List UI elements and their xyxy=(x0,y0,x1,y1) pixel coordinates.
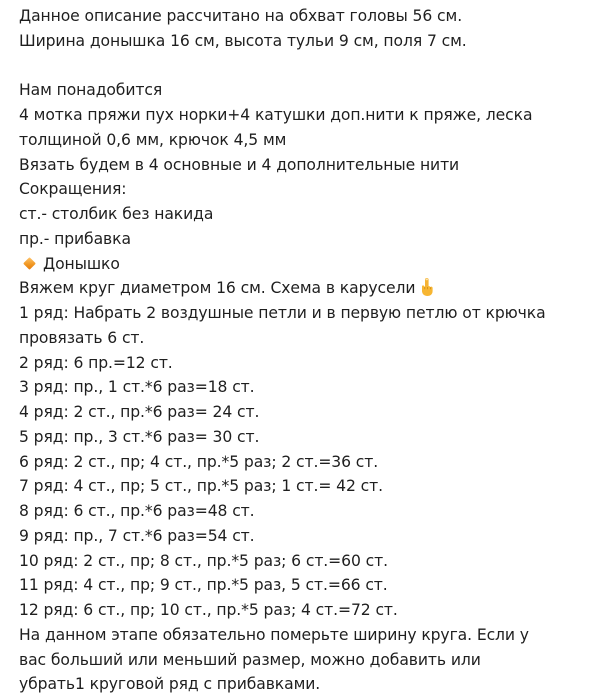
document-text xyxy=(19,4,589,697)
row-line: 6 ряд: 2 ст., пр; 4 ст., пр.*5 раз; 2 ст.=36 ст. xyxy=(19,452,379,471)
row-line: 5 ряд: пр., 3 ст.*6 раз= 30 ст. xyxy=(19,427,260,446)
row-line: 7 ряд: 4 ст., пр; 5 ст., пр.*5 раз; 1 ст.= 42 ст. xyxy=(19,477,383,496)
intro-line-2: Ширина донышка 16 см, высота тульи 9 см, поля 7 см. xyxy=(19,31,467,50)
abbreviation-item-1: ст.- столбик без накида xyxy=(19,205,214,223)
row-line: 2 ряд: 6 пр.=12 ст. xyxy=(19,353,173,372)
section-title: Донышко xyxy=(43,254,120,273)
section-intro-text: Вяжем круг диаметром 16 см. Схема в карусели xyxy=(19,279,416,298)
row-line: 12 ряд: 6 ст., пр; 10 ст., пр.*5 раз; 4 ст.=72 ст. xyxy=(19,601,398,619)
row-line: 1 ряд: Набрать 2 воздушные петли и в первую петлю от крючка xyxy=(19,304,546,322)
row-line: 10 ряд: 2 ст., пр; 8 ст., пр.*5 раз; 6 ст.=60 ст. xyxy=(19,551,388,570)
closing-line-3: убрать1 круговой ряд с прибавками. xyxy=(19,675,321,694)
row-line: 11 ряд: 4 ст., пр; 9 ст., пр.*5 раз, 5 ст.=66 ст. xyxy=(19,576,388,595)
closing-line-1: На данном этапе обязательно померьте ширину круга. Если у xyxy=(19,625,529,644)
materials-line-1: 4 мотка пряжи пух норки+4 катушки доп.нити к пряже, леска xyxy=(19,106,533,124)
materials-line-3: Вязать будем в 4 основные и 4 дополнительные нити xyxy=(19,155,460,174)
row-line: 8 ряд: 6 ст., пр.*6 раз=48 ст. xyxy=(19,502,255,520)
materials-line-2: толщиной 0,6 мм, крючок 4,5 мм xyxy=(19,130,287,149)
intro-line-1: Данное описание рассчитано на обхват головы 56 см. xyxy=(19,7,463,25)
materials-heading: Нам понадобится xyxy=(19,81,163,100)
section-title-row xyxy=(19,252,589,277)
section-intro-row xyxy=(19,276,589,301)
row-line: 9 ряд: пр., 7 ст.*6 раз=54 ст. xyxy=(19,526,255,545)
row-line: 3 ряд: пр., 1 ст.*6 раз=18 ст. xyxy=(19,378,255,397)
abbreviation-item-2: пр.- прибавка xyxy=(19,229,131,248)
blank-line xyxy=(19,54,589,79)
abbreviations-heading: Сокращения: xyxy=(19,180,127,199)
row-line: 4 ряд: 2 ст., пр.*6 раз= 24 ст. xyxy=(19,403,260,421)
orange-diamond-icon xyxy=(23,257,36,270)
closing-line-2: вас больший или меньший размер, можно добавить или xyxy=(19,650,481,669)
row-line: провязать 6 ст. xyxy=(19,328,145,347)
